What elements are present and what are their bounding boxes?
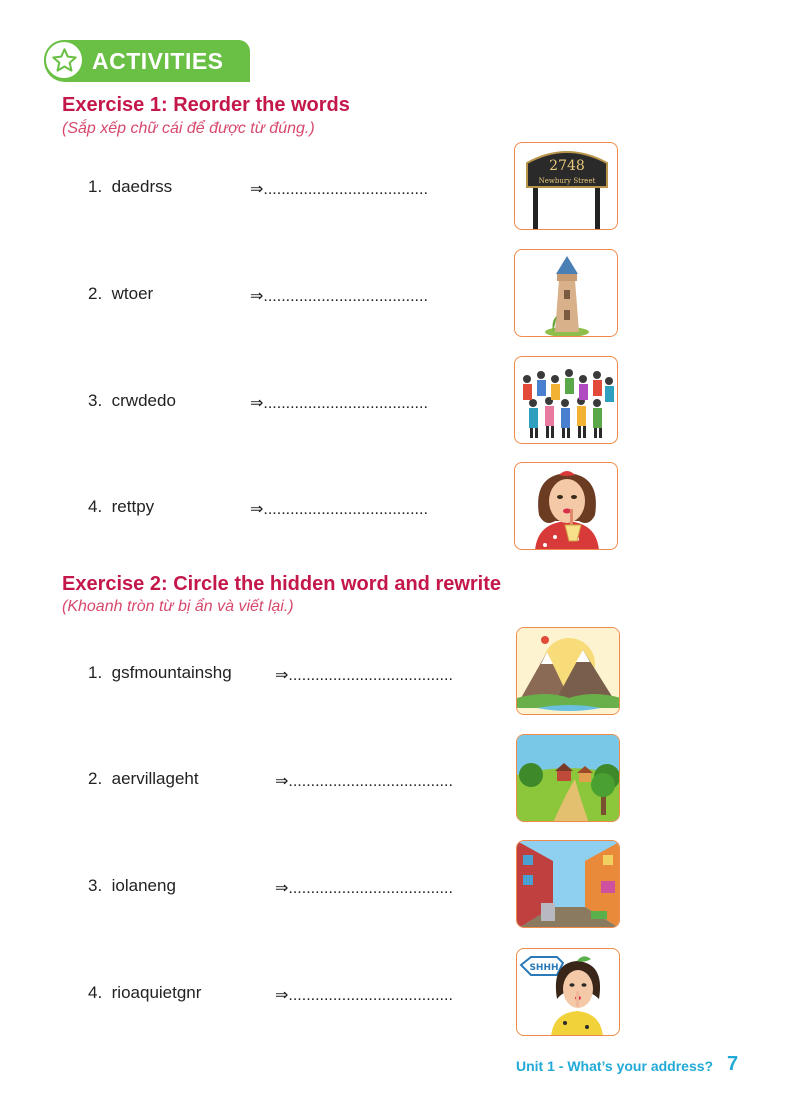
item-number: 1. — [88, 663, 103, 682]
exercise2-item-2 — [88, 769, 199, 789]
item-number: 3. — [88, 876, 103, 895]
answer-blank[interactable]: ⇒..................................... — [275, 880, 453, 897]
answer-blank[interactable]: ⇒..................................... — [250, 395, 428, 412]
exercise1-item-4 — [88, 497, 154, 517]
item-number: 2. — [88, 769, 103, 788]
item-number: 4. — [88, 497, 103, 516]
answer-blank[interactable]: ⇒..................................... — [275, 667, 453, 684]
exercise2-item-3 — [88, 876, 176, 896]
item-number: 3. — [88, 391, 103, 410]
tower-picture — [514, 249, 618, 337]
exercise2-title: Exercise 2: Circle the hidden word and rewrite — [62, 573, 502, 595]
crowd-picture — [514, 356, 618, 444]
scrambled-word: rettpy — [111, 497, 155, 516]
exercise2-item-4 — [88, 983, 201, 1003]
exercise1-item-1 — [88, 177, 172, 197]
answer-blank[interactable]: ⇒..................................... — [250, 501, 428, 518]
exercise2-item-1 — [88, 663, 232, 683]
item-number: 4. — [88, 983, 103, 1002]
exercise1-item-2 — [88, 284, 153, 304]
hidden-word-string: aervillageht — [111, 769, 199, 788]
answer-blank[interactable]: ⇒..................................... — [275, 987, 453, 1004]
sign-street: Newbury Street — [538, 177, 596, 185]
exercise1-title: Exercise 1: Reorder the words — [62, 94, 350, 116]
hidden-word-string: iolaneng — [111, 876, 176, 895]
item-number: 2. — [88, 284, 103, 303]
lane-picture — [516, 840, 620, 928]
exercise1-item-3 — [88, 391, 176, 411]
answer-blank[interactable]: ⇒..................................... — [250, 181, 428, 198]
answer-blank[interactable]: ⇒..................................... — [250, 288, 428, 305]
mountains-picture — [516, 627, 620, 715]
scrambled-word: crwdedo — [111, 391, 176, 410]
page-number: 7 — [727, 1053, 739, 1075]
pretty-girl-picture — [514, 462, 618, 550]
address-sign-picture — [514, 142, 618, 230]
sign-number: 2748 — [549, 158, 585, 174]
hidden-word-string: rioaquietgnr — [111, 983, 202, 1002]
banner-title: ACTIVITIES — [92, 48, 224, 74]
answer-blank[interactable]: ⇒..................................... — [275, 773, 453, 790]
exercise1-subtitle: (Sắp xếp chữ cái để được từ đúng.) — [62, 120, 315, 137]
exercise2-subtitle: (Khoanh tròn từ bị ẩn và viết lại.) — [62, 598, 294, 615]
scrambled-word: wtoer — [111, 284, 154, 303]
item-number: 1. — [88, 177, 103, 196]
quiet-girl-picture — [516, 948, 620, 1036]
star-icon — [44, 40, 84, 80]
hidden-word-string: gsfmountainshg — [111, 663, 232, 682]
scrambled-word: daedrss — [111, 177, 173, 196]
unit-footer: Unit 1 - What’s your address? — [516, 1058, 714, 1074]
shh-speech-bubble: SHHH — [529, 963, 559, 973]
village-picture — [516, 734, 620, 822]
